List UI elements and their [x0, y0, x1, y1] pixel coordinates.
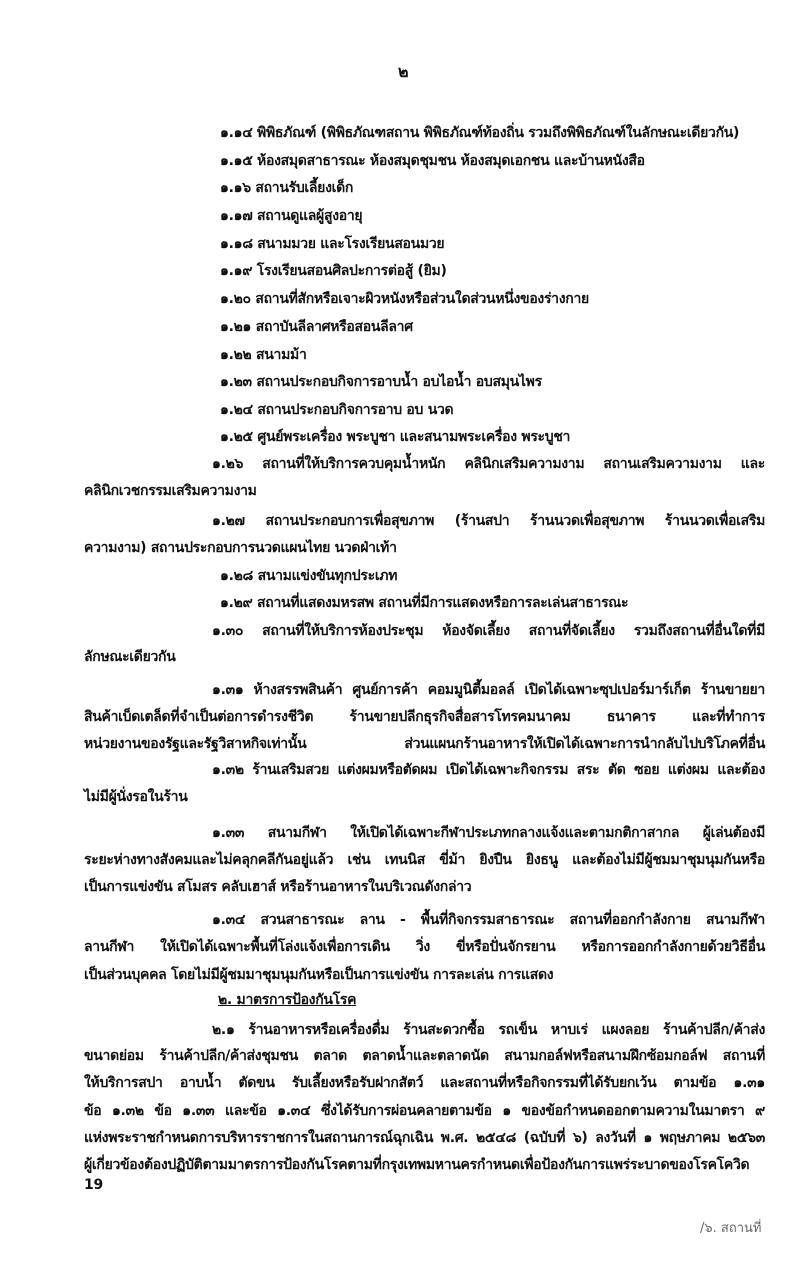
page-number: ๒ [398, 62, 409, 81]
text-line: ๑.๑๕ ห้องสมุดสาธารณะ ห้องสมุดชุมชน ห้องสมุดเอกชน และบ้านหนังสือ [220, 153, 645, 169]
text-line: ๑.๓๔ สวนสาธารณะ ลาน - พื้นที่กิจกรรมสาธารณะ สถานที่ออกกำลังกาย สนามกีฬา [212, 912, 765, 928]
section-heading: ๒. มาตรการป้องกันโรค [218, 992, 357, 1008]
continuation-note: /๖. สถานที่ [700, 1221, 762, 1236]
text-line: ๑.๒๒ สนามม้า [220, 347, 307, 363]
text-line: ๑.๒๕ ศูนย์พระเครื่อง พระบูชา และสนามพระเครื่อง พระบูชา [220, 429, 571, 445]
text-line: ๑.๒๓ สถานประกอบกิจการอาบน้ำ อบไอน้ำ อบสมุนไพร [220, 374, 542, 390]
text-line: ๑.๒๔ สถานประกอบกิจการอาบ อบ นวด [220, 402, 454, 418]
text-line: ๑.๒๑ สถาบันลีลาศหรือสอนลีลาศ [220, 319, 413, 335]
text-line: หน่วยงานของรัฐและรัฐวิสาหกิจเท่านั้น ส่วนแผนกร้านอาหารให้เปิดได้เฉพาะการนำกลับไปบริโภคที่อื่น [84, 736, 765, 752]
text-line: ๑.๒๖ สถานที่ให้บริการควบคุมน้ำหนัก คลินิกเสริมความงาม สถานเสริมความงาม และ [212, 456, 765, 472]
text-line: ข้อ ๑.๓๒ ข้อ ๑.๓๓ และข้อ ๑.๓๔ ซึ่งได้รับการผ่อนคลายตามข้อ ๑ ของข้อกำหนดออกตามความในมาตรา ๙ [84, 1103, 765, 1119]
text-line: คลินิกเวชกรรมเสริมความงาม [84, 483, 257, 499]
text-line: ๑.๑๖ สถานรับเลี้ยงเด็ก [220, 180, 354, 196]
text-line: ๑.๒๐ สถานที่สักหรือเจาะผิวหนังหรือส่วนใดส่วนหนึ่งของร่างกาย [220, 291, 589, 307]
text-line: ๑.๑๘ สนามมวย และโรงเรียนสอนมวย [220, 236, 445, 252]
text-line: สินค้าเบ็ดเตล็ดที่จำเป็นต่อการดำรงชีวิต ร้านขายปลีกธุรกิจสื่อสารโทรคมนาคม ธนาคาร และที่ทำการ [84, 709, 765, 725]
text-line: ๒.๑ ร้านอาหารหรือเครื่องดื่ม ร้านสะดวกซื้อ รถเข็น หาบเร่ แผงลอย ร้านค้าปลีก/ค้าส่ง [212, 1022, 765, 1038]
text-line: ลักษณะเดียวกัน [84, 649, 176, 665]
text-line: ๑.๑๙ โรงเรียนสอนศิลปะการต่อสู้ (ยิม) [220, 263, 447, 279]
text-line: แห่งพระราชกำหนดการบริหารราชการในสถานการณ์ฉุกเฉิน พ.ศ. ๒๕๔๘ (ฉบับที่ ๖) ลงวันที่ ๑ พฤษภาคม ๒๕๖๓ [84, 1130, 765, 1146]
text-line: ระยะห่างทางสังคมและไม่คลุกคลีกันอยู่แล้ว เช่น เทนนิส ขี่ม้า ยิงปืน ยิงธนู และต้องไม่มีผู้ชมมาชุมนุมกันหรือ [84, 852, 765, 868]
text-line: ลานกีฬา ให้เปิดได้เฉพาะพื้นที่โล่งแจ้งเพื่อการเดิน วิ่ง ขี่หรือปั่นจักรยาน หรือการออกกำลังกายด้วยวิธีอื่น [84, 939, 765, 955]
text-line: ๑.๒๘ สนามแข่งขันทุกประเภท [220, 568, 398, 584]
text-line: เป็นการแข่งขัน สโมสร คลับเฮาส์ หรือร้านอาหารในบริเวณดังกล่าว [84, 879, 472, 895]
text-line: ๑.๑๗ สถานดูแลผู้สูงอายุ [220, 208, 363, 224]
text-line: ขนาดย่อม ร้านค้าปลีก/ค้าส่งชุมชน ตลาด ตลาดน้ำและตลาดนัด สนามกอล์ฟหรือสนามฝึกซ้อมกอล์ฟ สถานที่ [84, 1048, 765, 1064]
text-line: ๑.๓๒ ร้านเสริมสวย แต่งผมหรือตัดผม เปิดได้เฉพาะกิจกรรม สระ ตัด ซอย แต่งผม และต้อง [212, 762, 765, 778]
text-line: ๑.๓๓ สนามกีฬา ให้เปิดได้เฉพาะกีฬาประเภทกลางแจ้งและตามกติกาสากล ผู้เล่นต้องมี [212, 825, 765, 841]
text-line: ให้บริการสปา อาบน้ำ ตัดขน รับเลี้ยงหรือรับฝากสัตว์ และสถานที่หรือกิจกรรมที่ได้รับยกเว้น ตามข้อ ๑.๓๑ [84, 1075, 765, 1091]
text-line: ๑.๒๗ สถานประกอบการเพื่อสุขภาพ (ร้านสปา ร้านนวดเพื่อสุขภาพ ร้านนวดเพื่อเสริม [212, 513, 765, 529]
text-line: ๑.๓๐ สถานที่ให้บริการห้องประชุม ห้องจัดเลี้ยง สถานที่จัดเลี้ยง รวมถึงสถานที่อื่นใดที่มี [212, 623, 765, 639]
text-line: ความงาม) สถานประกอบการนวดแผนไทย นวดฝ่าเท้า [84, 540, 397, 556]
text-line: ๑.๓๑ ห้างสรรพสินค้า ศูนย์การค้า คอมมูนิตี้มอลล์ เปิดได้เฉพาะซุปเปอร์มาร์เก็ต ร้านขายยา [212, 682, 765, 698]
text-line: ๑.๑๔ พิพิธภัณฑ์ (พิพิธภัณฑสถาน พิพิธภัณฑ์ท้องถิ่น รวมถึงพิพิธภัณฑ์ในลักษณะเดียวกัน) [220, 125, 740, 141]
text-line: ผู้เกี่ยวข้องต้องปฏิบัติตามมาตรการป้องกันโรคตามที่กรุงเทพมหานครกำหนดเพื่อป้องกันการแพร่ระบาดของโรคโควิด 19 [84, 1157, 750, 1193]
text-line: เป็นส่วนบุคคล โดยไม่มีผู้ชมมาชุมนุมกันหรือเป็นการแข่งขัน การละเล่น การแสดง [84, 967, 554, 983]
text-line: ไม่มีผู้นั่งรอในร้าน [84, 789, 188, 805]
text-line: ๑.๒๙ สถานที่แสดงมหรสพ สถานที่มีการแสดงหรือการละเล่นสาธารณะ [220, 595, 629, 611]
